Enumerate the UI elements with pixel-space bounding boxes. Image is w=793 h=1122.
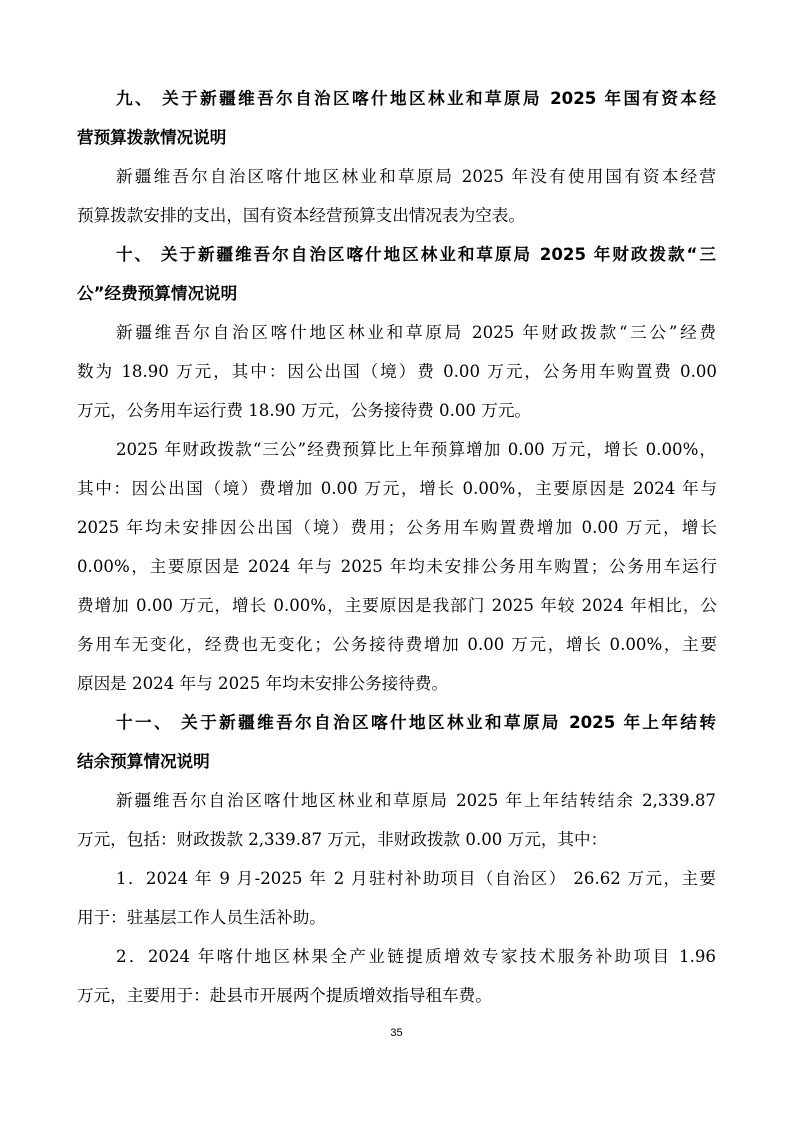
section-10-p1-line-3: 万元，公务用车运行费 18.90 万元，公务接待费 0.00 万元。: [77, 401, 532, 420]
section-10-p2-line-1: 2025 年财政拨款“三公”经费预算比上年预算增加 0.00 万元，增长 0.00%，: [116, 440, 716, 459]
section-11-heading-line-2: 结余预算情况说明: [77, 752, 210, 771]
section-11-p1-line-2: 万元，包括：财政拨款 2,339.87 万元，非财政拨款 0.00 万元，其中：: [77, 830, 608, 849]
page-number: 35: [390, 1027, 403, 1039]
section-9-body-line-1: 新疆维吾尔自治区喀什地区林业和草原局 2025 年没有使用国有资本经营: [116, 167, 716, 186]
section-11-item-2-line-2: 万元，主要用于：赴县市开展两个提质增效指导租车费。: [77, 986, 492, 1005]
section-10-p2-line-5: 费增加 0.00 万元，增长 0.00%，主要原因是我部门 2025 年较 2024 年相比，公: [77, 596, 717, 615]
section-11-item-2-line-1: 2．2024 年喀什地区林果全产业链提质增效专家技术服务补助项目 1.96: [116, 947, 716, 966]
section-11-heading-line-1: 十一、 关于新疆维吾尔自治区喀什地区林业和草原局 2025 年上年结转: [116, 713, 716, 732]
section-11-item-1-line-2: 用于：驻基层工作人员生活补助。: [77, 908, 326, 927]
section-9-body-line-2: 预算拨款安排的支出，国有资本经营预算支出情况表为空表。: [77, 206, 526, 225]
section-10-heading-line-1: 十、 关于新疆维吾尔自治区喀什地区林业和草原局 2025 年财政拨款“三: [116, 245, 716, 264]
section-10-p2-line-7: 原因是 2024 年与 2025 年均未安排公务接待费。: [77, 674, 449, 693]
section-10-p2-line-3: 2025 年均未安排因公出国（境）费用；公务用车购置费增加 0.00 万元，增长: [77, 518, 717, 537]
section-9-heading-line-1: 九、 关于新疆维吾尔自治区喀什地区林业和草原局 2025 年国有资本经: [116, 89, 716, 108]
section-11-p1-line-1: 新疆维吾尔自治区喀什地区林业和草原局 2025 年上年结转结余 2,339.87: [116, 791, 716, 810]
section-10-p1-line-2: 数为 18.90 万元，其中：因公出国（境）费 0.00 万元，公务用车购置费 0.00: [77, 362, 717, 381]
section-10-p2-line-6: 务用车无变化，经费也无变化；公务接待费增加 0.00 万元，增长 0.00%，主要: [77, 635, 717, 654]
section-10-p2-line-2: 其中：因公出国（境）费增加 0.00 万元，增长 0.00%，主要原因是 2024 年与: [77, 479, 717, 498]
section-10-p2-line-4: 0.00%，主要原因是 2024 年与 2025 年均未安排公务用车购置；公务用车运行: [77, 557, 717, 576]
section-10-p1-line-1: 新疆维吾尔自治区喀什地区林业和草原局 2025 年财政拨款“三公”经费: [116, 323, 716, 342]
section-10-heading-line-2: 公”经费预算情况说明: [77, 284, 238, 303]
section-9-heading-line-2: 营预算拨款情况说明: [77, 128, 227, 147]
section-11-item-1-line-1: 1．2024 年 9 月-2025 年 2 月驻村补助项目（自治区） 26.62 万元，主要: [116, 869, 716, 888]
